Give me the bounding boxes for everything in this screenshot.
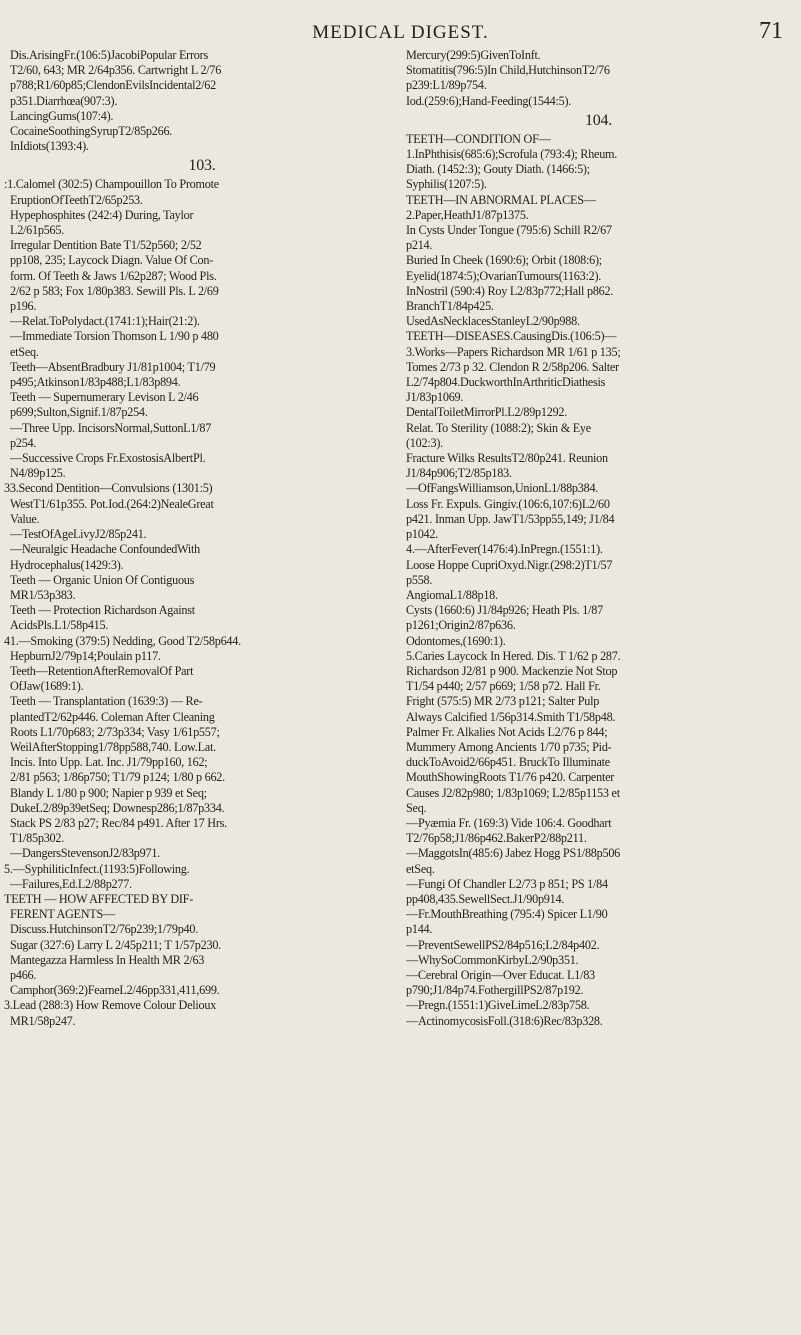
right-column [406, 48, 791, 1029]
index-line: —Cerebral Origin—Over Educat. L1/83 [406, 967, 595, 982]
index-line: p558. [406, 572, 433, 587]
index-line: FERENT AGENTS— [10, 907, 115, 922]
index-line: —Pyæmia Fr. (169:3) Vide 106:4. Goodhart [406, 815, 612, 830]
index-line: Tomes 2/73 p 32. Clendon R 2/58p206. Salter [406, 359, 619, 374]
index-line: Cysts (1660:6) J1/84p926; Heath Pls. 1/87 [406, 603, 603, 618]
index-line: InNostril (590:4) Roy L2/83p772;Hall p862. [406, 283, 614, 298]
index-line: L2/61p565. [10, 223, 65, 238]
index-line: Teeth — Supernumerary Levison L 2/46 [10, 390, 199, 405]
index-line: p1261;Origin2/87p636. [406, 618, 516, 633]
index-line: Odontomes,(1690:1). [406, 633, 506, 648]
index-line: Loose Hoppe CupriOxyd.Nigr.(298:2)T1/57 [406, 557, 613, 572]
index-line: Mercury(299:5)GivenToInft. [406, 48, 541, 62]
section-number: 103. [188, 157, 216, 175]
index-line: 41.—Smoking (379:5) Nedding, Good T2/58p644. [4, 633, 241, 648]
index-line: Incis. Into Upp. Lat. Inc. J1/79pp160, 162; [10, 755, 208, 770]
index-line: 5.Caries Laycock In Hered. Dis. T 1/62 p 287. [406, 648, 621, 663]
index-line: —Three Upp. IncisorsNormal,SuttonL1/87 [10, 420, 212, 435]
index-line: Eyelid(1874:5);OvarianTumours(1163:2). [406, 268, 602, 283]
index-line: OfJaw(1689:1). [10, 679, 84, 694]
index-line: Hypephosphites (242:4) During, Taylor [10, 207, 194, 222]
index-line: pp408,435.SewellSect.J1/90p914. [406, 891, 565, 906]
index-line: MouthShowingRoots T1/76 p420. Carpenter [406, 770, 615, 785]
index-line: 5.—SyphiliticInfect.(1193:5)Following. [4, 861, 190, 876]
index-line: etSeq. [406, 861, 435, 876]
index-line: J1/83p1069. [406, 390, 464, 405]
index-line: plantedT2/62p446. Coleman After Cleaning [10, 709, 215, 724]
index-line: CocaineSoothingSyrupT2/85p266. [10, 124, 173, 139]
index-line: Seq. [406, 800, 427, 815]
index-line: —Immediate Torsion Thomson L 1/90 p 480 [10, 329, 219, 344]
page-number: 71 [759, 18, 783, 44]
index-line: Teeth — Organic Union Of Contiguous [10, 572, 195, 587]
index-line: Value. [10, 511, 40, 526]
index-line: In Cysts Under Tongue (795:6) Schill R2/67 [406, 223, 612, 238]
index-line: Mantegazza Harmless In Health MR 2/63 [10, 952, 205, 967]
index-line: duckToAvoid2/66p451. BruckTo Illuminate [406, 755, 610, 770]
left-column [4, 48, 394, 1029]
index-line: —DangersStevensonJ2/83p971. [10, 846, 160, 861]
index-line: Causes J2/82p980; 1/83p1069; L2/85p1153 et [406, 785, 620, 800]
index-line: 4.—AfterFever(1476:4).InPregn.(1551:1). [406, 542, 603, 557]
index-line: Fracture Wilks ResultsT2/80p241. Reunion [406, 451, 608, 466]
index-line: p254. [10, 435, 37, 450]
index-line: Stomatitis(796:5)In Child,HutchinsonT2/76 [406, 63, 610, 78]
index-line: p239:L1/89p754. [406, 78, 487, 93]
index-line: p790;J1/84p74.FothergillPS2/87p192. [406, 983, 584, 998]
index-line: T2/76p58;J1/86p462.BakerP2/88p211. [406, 831, 587, 846]
index-line: p788;R1/60p85;ClendonEvilsIncidental2/62 [10, 78, 216, 93]
index-line: AngiomaL1/88p18. [406, 587, 498, 602]
index-line: 1.InPhthisis(685:6);Scrofula (793:4); Rheum. [406, 147, 618, 162]
index-line: Teeth—RetentionAfterRemovalOf Part [10, 663, 194, 678]
index-line: MR1/53p383. [10, 587, 76, 602]
index-line: Discuss.HutchinsonT2/76p239;1/79p40. [10, 922, 199, 937]
index-line: Sugar (327:6) Larry L 2/45p211; T 1/57p230. [10, 937, 221, 952]
index-line: —WhySoCommonKirbyL2/90p351. [406, 952, 579, 967]
index-line: J1/84p906;T2/85p183. [406, 466, 512, 481]
index-line: T1/85p302. [10, 831, 65, 846]
index-line: 2.Paper,HeathJ1/87p1375. [406, 207, 529, 222]
index-line: Relat. To Sterility (1088:2); Skin & Eye [406, 420, 591, 435]
index-line: p421. Inman Upp. JawT1/53pp55,149; J1/84 [406, 511, 615, 526]
index-line: —Relat.ToPolydact.(1741:1);Hair(21:2). [10, 314, 200, 329]
index-line: 2/62 p 583; Fox 1/80p383. Sewill Pls. L 2/69 [10, 283, 219, 298]
index-line: —Neuralgic Headache ConfoundedWith [10, 542, 200, 557]
index-line: TEETH—DISEASES.CausingDis.(106:5)— [406, 329, 617, 344]
index-line: UsedAsNecklacesStanleyL2/90p988. [406, 314, 580, 329]
index-line: p466. [10, 967, 37, 982]
index-line: Hydrocephalus(1429:3). [10, 557, 124, 572]
index-line: L2/74p804.DuckworthInArthriticDiathesis [406, 375, 606, 390]
index-line: :1.Calomel (302:5) Champouillon To Promote [4, 177, 219, 192]
index-line: TEETH — HOW AFFECTED BY DIF- [4, 891, 194, 906]
index-line: Camphor(369:2)FearneL2/46pp331,411,699. [10, 983, 220, 998]
index-line: (102:3). [406, 435, 443, 450]
index-line: —PreventSewellPS2/84p516;L2/84p402. [406, 937, 600, 952]
index-line: WestT1/61p355. Pot.Iod.(264:2)NealeGreat [10, 496, 214, 511]
index-line: N4/89p125. [10, 466, 66, 481]
index-line: —Fr.MouthBreathing (795:4) Spicer L1/90 [406, 907, 608, 922]
index-line: Blandy L 1/80 p 900; Napier p 939 et Seq; [10, 785, 207, 800]
index-line: Richardson J2/81 p 900. Mackenzie Not Stop [406, 663, 618, 678]
index-line: DukeL2/89p39etSeq; Downesp286;1/87p334. [10, 800, 225, 815]
index-line: BranchT1/84p425. [406, 299, 494, 314]
index-line: EruptionOfTeethT2/65p253. [10, 192, 143, 207]
index-line: TEETH—IN ABNORMAL PLACES— [406, 192, 596, 207]
index-line: —TestOfAgeLivyJ2/85p241. [10, 527, 147, 542]
page-header [0, 18, 801, 48]
index-line: LancingGums(107:4). [10, 108, 114, 123]
index-line: TEETH—CONDITION OF— [406, 131, 551, 146]
index-line: AcidsPls.L1/58p415. [10, 618, 109, 633]
index-line: Teeth — Protection Richardson Against [10, 603, 195, 618]
index-line: —Fungi Of Chandler L2/73 p 851; PS 1/84 [406, 876, 608, 891]
index-line: p144. [406, 922, 433, 937]
index-line: Mummery Among Ancients 1/70 p735; Pid- [406, 739, 612, 754]
index-line: p196. [10, 299, 37, 314]
index-line: T2/60, 643; MR 2/64p356. Cartwright L 2/76 [10, 63, 222, 78]
index-line: —Pregn.(1551:1)GiveLimeL2/83p758. [406, 998, 590, 1013]
index-line: p495;Atkinson1/83p488;L1/83p894. [10, 375, 181, 390]
index-line: 33.Second Dentition—Convulsions (1301:5) [4, 481, 213, 496]
index-line: T1/54 p440; 2/57 p669; 1/58 p72. Hall Fr. [406, 679, 601, 694]
index-line: p1042. [406, 527, 439, 542]
index-line: Buried In Cheek (1690:6); Orbit (1808:6); [406, 253, 602, 268]
index-line: —MaggotsIn(485:6) Jabez Hogg PS1/88p506 [406, 846, 621, 861]
index-line: Teeth — Transplantation (1639:3) — Re- [10, 694, 203, 709]
index-line: DentalToiletMirrorPl.L2/89p1292. [406, 405, 568, 420]
index-line: Always Calcified 1/56p314.Smith T1/58p48. [406, 709, 616, 724]
section-number: 104. [585, 111, 612, 129]
index-line: pp108, 235; Laycock Diagn. Value Of Con- [10, 253, 214, 268]
index-line: Iod.(259:6);Hand-Feeding(1544:5). [406, 93, 572, 108]
index-line: —ActinomycosisFoll.(318:6)Rec/83p328. [406, 1013, 603, 1028]
index-line: Irregular Dentition Bate T1/52p560; 2/52 [10, 238, 202, 253]
index-line: 2/81 p563; 1/86p750; T1/79 p124; 1/80 p 662. [10, 770, 225, 785]
index-line: HepburnJ2/79p14;Poulain p117. [10, 648, 161, 663]
index-line: Dis.ArisingFr.(106:5)JacobiPopular Errors [10, 48, 208, 62]
index-line: —Successive Crops Fr.ExostosisAlbertPl. [10, 451, 206, 466]
index-line: Fright (575:5) MR 2/73 p121; Salter Pulp [406, 694, 600, 709]
index-line: p351.Diarrhœa(907:3). [10, 93, 118, 108]
index-line: form. Of Teeth & Jaws 1/62p287; Wood Pls. [10, 268, 217, 283]
index-line: Palmer Fr. Alkalies Not Acids L2/76 p 844; [406, 724, 608, 739]
index-line: 3.Lead (288:3) How Remove Colour Delioux [4, 998, 217, 1013]
index-line: etSeq. [10, 344, 39, 359]
index-line: Stack PS 2/83 p27; Rec/84 p491. After 17 Hrs. [10, 815, 227, 830]
index-line: MR1/58p247. [10, 1013, 76, 1028]
index-line: Teeth—AbsentBradbury J1/81p1004; T1/79 [10, 359, 216, 374]
running-title: MEDICAL DIGEST. [312, 22, 489, 43]
index-line: Diath. (1452:3); Gouty Diath. (1466:5); [406, 162, 590, 177]
index-line: —Failures,Ed.L2/88p277. [10, 876, 132, 891]
index-line: Roots L1/70p683; 2/73p334; Vasy 1/61p557; [10, 724, 220, 739]
index-line: p699;Sulton,Signif.1/87p254. [10, 405, 148, 420]
index-line: 3.Works—Papers Richardson MR 1/61 p 135; [406, 344, 621, 359]
index-line: —OfFangsWilliamson,UnionL1/88p384. [406, 481, 599, 496]
index-line: Syphilis(1207:5). [406, 177, 487, 192]
index-line: p214. [406, 238, 433, 253]
index-line: WeilAfterStopping1/78pp588,740. Low.Lat. [10, 739, 216, 754]
index-line: Loss Fr. Expuls. Gingiv.(106:6,107:6)L2/60 [406, 496, 610, 511]
index-line: InIdiots(1393:4). [10, 139, 89, 154]
